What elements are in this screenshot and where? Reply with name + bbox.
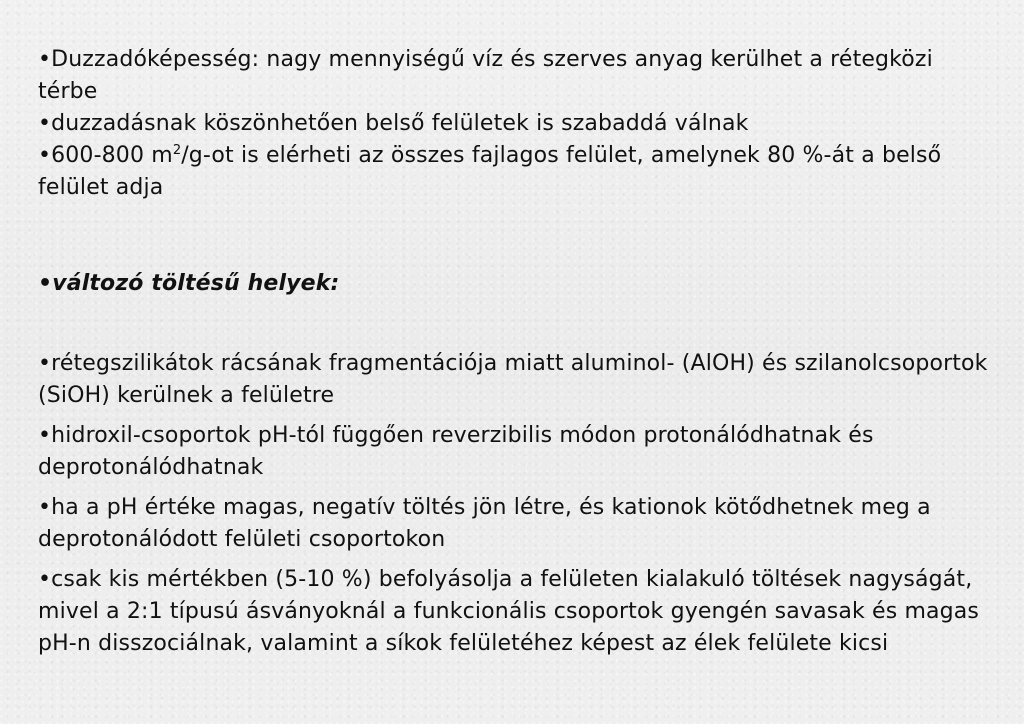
spacer: [38, 204, 988, 268]
bullet-hydroxyl-groups: •hidroxil-csoportok pH-tól függően reverzibilis módon protonálódhatnak és deprotonálódhatnak: [38, 423, 874, 480]
section-heading-variable-charge: •változó töltésű helyek:: [38, 271, 340, 296]
superscript-two: 2: [172, 143, 182, 158]
bullet-specific-surface: [38, 140, 988, 204]
specific-surface-text-end: /g-ot is elérheti az összes fajlagos felület, amelynek 80 %-át a belső felület adja: [38, 143, 942, 200]
spacer: [38, 300, 988, 348]
bullet-fragmentation: •rétegszilikátok rácsának fragmentációja miatt aluminol- (AlOH) és szilanolcsoportok (SiOH) kerülnek a felületre: [38, 351, 988, 408]
bullet-swelling-capacity: •Duzzadóképesség: nagy mennyiségű víz és szerves anyag kerülhet a rétegközi térbe: [38, 47, 933, 104]
bullet-internal-surfaces: •duzzadásnak köszönhetően belső felületek is szabaddá válnak: [38, 111, 749, 136]
bullet-high-ph: •ha a pH értéke magas, negatív töltés jön létre, és kationok kötődhetnek meg a deprotonálódott felületi csoportokon: [38, 495, 931, 552]
specific-surface-text-start: •600-800 m: [38, 143, 173, 168]
bullet-small-influence: •csak kis mértékben (5-10 %) befolyásolja a felületen kialakuló töltések nagyságát, mivel a 2:1 típusú ásványoknál a funkcionális csoportok gyengén savasak és magas pH-n disszociálnak, valamint a síkok felületéhez képest az élek felülete kicsi: [38, 567, 980, 656]
slide-content: [38, 44, 988, 660]
